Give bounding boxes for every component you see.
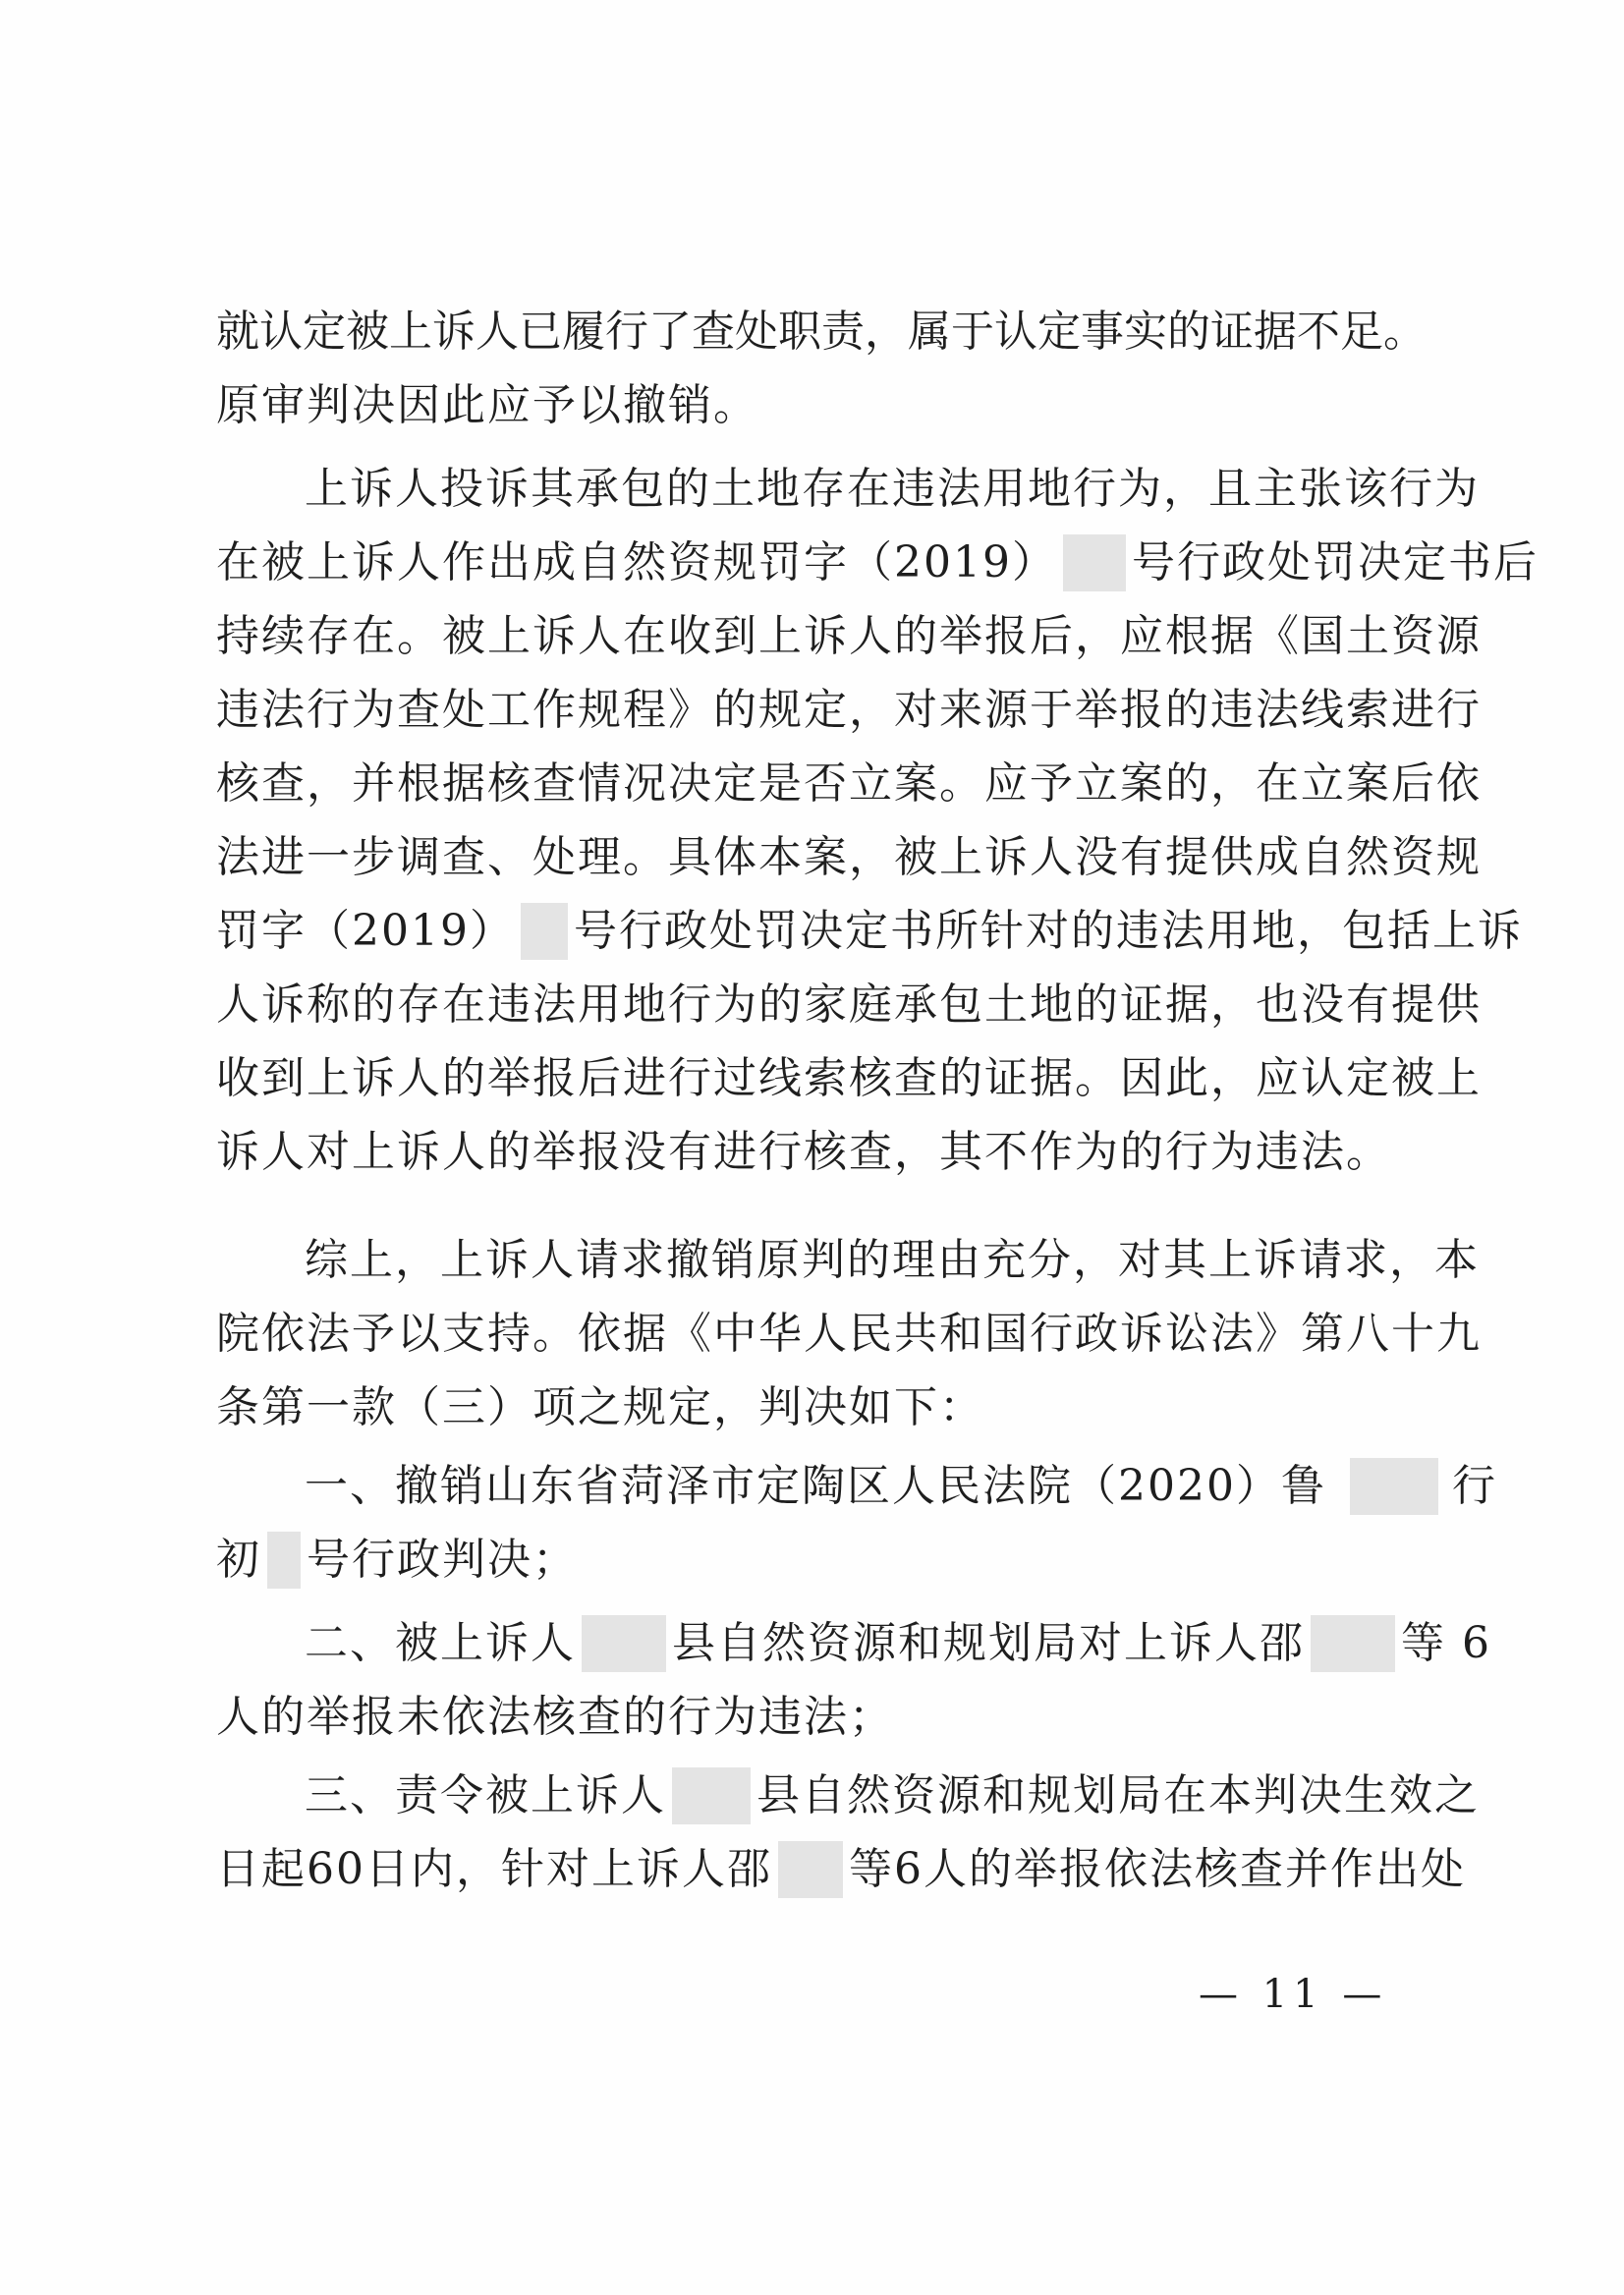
line-text: 法进一步调查、处理。具体本案，被上诉人没有提供成自然资规	[216, 832, 1482, 882]
line-text: 日起60日内，针对上诉人邵	[216, 1844, 772, 1894]
line-text: 号行政处罚决定书所针对的违法用地，包括上诉	[573, 906, 1523, 956]
redaction-box	[1350, 1458, 1438, 1515]
text-line-15	[216, 1373, 1395, 1442]
line-text: 二、被上诉人	[305, 1618, 576, 1668]
text-line-19	[216, 1683, 1395, 1752]
redaction-box	[1063, 534, 1126, 591]
redaction-box	[672, 1767, 751, 1824]
line-text: 一、撤销山东省菏泽市定陶区人民法院（2020）鲁	[305, 1461, 1326, 1511]
line-text: 违法行为查处工作规程》的规定，对来源于举报的违法线索进行	[216, 685, 1482, 735]
text-line-7	[216, 750, 1482, 818]
line-text: 持续存在。被上诉人在收到上诉人的举报后，应根据《国土资源	[216, 611, 1482, 661]
line-text: 原审判决因此应予以撤销。	[216, 380, 758, 430]
line-text: 院依法予以支持。依据《中华人民共和国行政诉讼法》第八十九	[216, 1309, 1482, 1359]
redaction-box	[267, 1532, 301, 1589]
line-text: 等6人的举报依法核查并作出处	[849, 1844, 1466, 1894]
text-line-2	[216, 371, 1395, 440]
line-text: 初	[216, 1535, 261, 1585]
text-line-11	[216, 1044, 1482, 1113]
text-line-10	[216, 971, 1482, 1039]
line-text: 号行政处罚决定书后	[1131, 537, 1539, 588]
line-text: 诉人对上诉人的举报没有进行核查，其不作为的行为违法。	[216, 1127, 1391, 1177]
line-text: 核查，并根据核查情况决定是否立案。应予立案的，在立案后依	[216, 758, 1482, 809]
line-text: 县自然资源和规划局在本判决生效之	[756, 1770, 1480, 1820]
text-line-13	[305, 1226, 1480, 1295]
line-text: 条第一款（三）项之规定，判决如下：	[216, 1382, 984, 1432]
text-line-8	[216, 823, 1482, 892]
text-line-17	[216, 1526, 1395, 1595]
line-text: 等 6	[1401, 1618, 1491, 1668]
text-line-6	[216, 676, 1482, 745]
line-text: 收到上诉人的举报后进行过线索核查的证据。因此，应认定被上	[216, 1053, 1482, 1103]
line-text: 综上，上诉人请求撤销原判的理由充分，对其上诉请求，本	[305, 1235, 1480, 1285]
line-text: 号行政判决；	[307, 1535, 578, 1585]
text-line-12	[216, 1118, 1395, 1187]
redaction-box	[521, 903, 568, 960]
line-text: 三、责令被上诉人	[305, 1770, 666, 1820]
text-line-14	[216, 1300, 1482, 1369]
text-line-21	[216, 1835, 1466, 1904]
text-line-1	[216, 298, 1427, 366]
page-number: — 11 —	[1199, 1972, 1388, 2017]
line-text: 就认定被上诉人已履行了查处职责，属于认定事实的证据不足。	[216, 307, 1427, 357]
text-line-20	[305, 1762, 1480, 1830]
text-line-5	[216, 602, 1482, 671]
line-text: 县自然资源和规划局对上诉人邵	[672, 1618, 1305, 1668]
redaction-box	[1311, 1615, 1395, 1672]
line-text: 上诉人投诉其承包的土地存在违法用地行为，且主张该行为	[305, 464, 1480, 514]
line-text: 罚字（2019）	[216, 906, 515, 956]
text-line-16	[305, 1452, 1497, 1521]
line-text: 人的举报未依法核查的行为违法；	[216, 1692, 894, 1742]
line-text: 人诉称的存在违法用地行为的家庭承包土地的证据，也没有提供	[216, 980, 1482, 1030]
line-text: 行	[1451, 1461, 1497, 1511]
text-line-3	[305, 455, 1480, 524]
text-line-18	[305, 1609, 1491, 1678]
redaction-box	[582, 1615, 666, 1672]
text-line-9	[216, 897, 1523, 966]
line-text: 在被上诉人作出成自然资规罚字（2019）	[216, 537, 1057, 588]
redaction-box	[778, 1841, 843, 1898]
text-line-4	[216, 529, 1539, 597]
